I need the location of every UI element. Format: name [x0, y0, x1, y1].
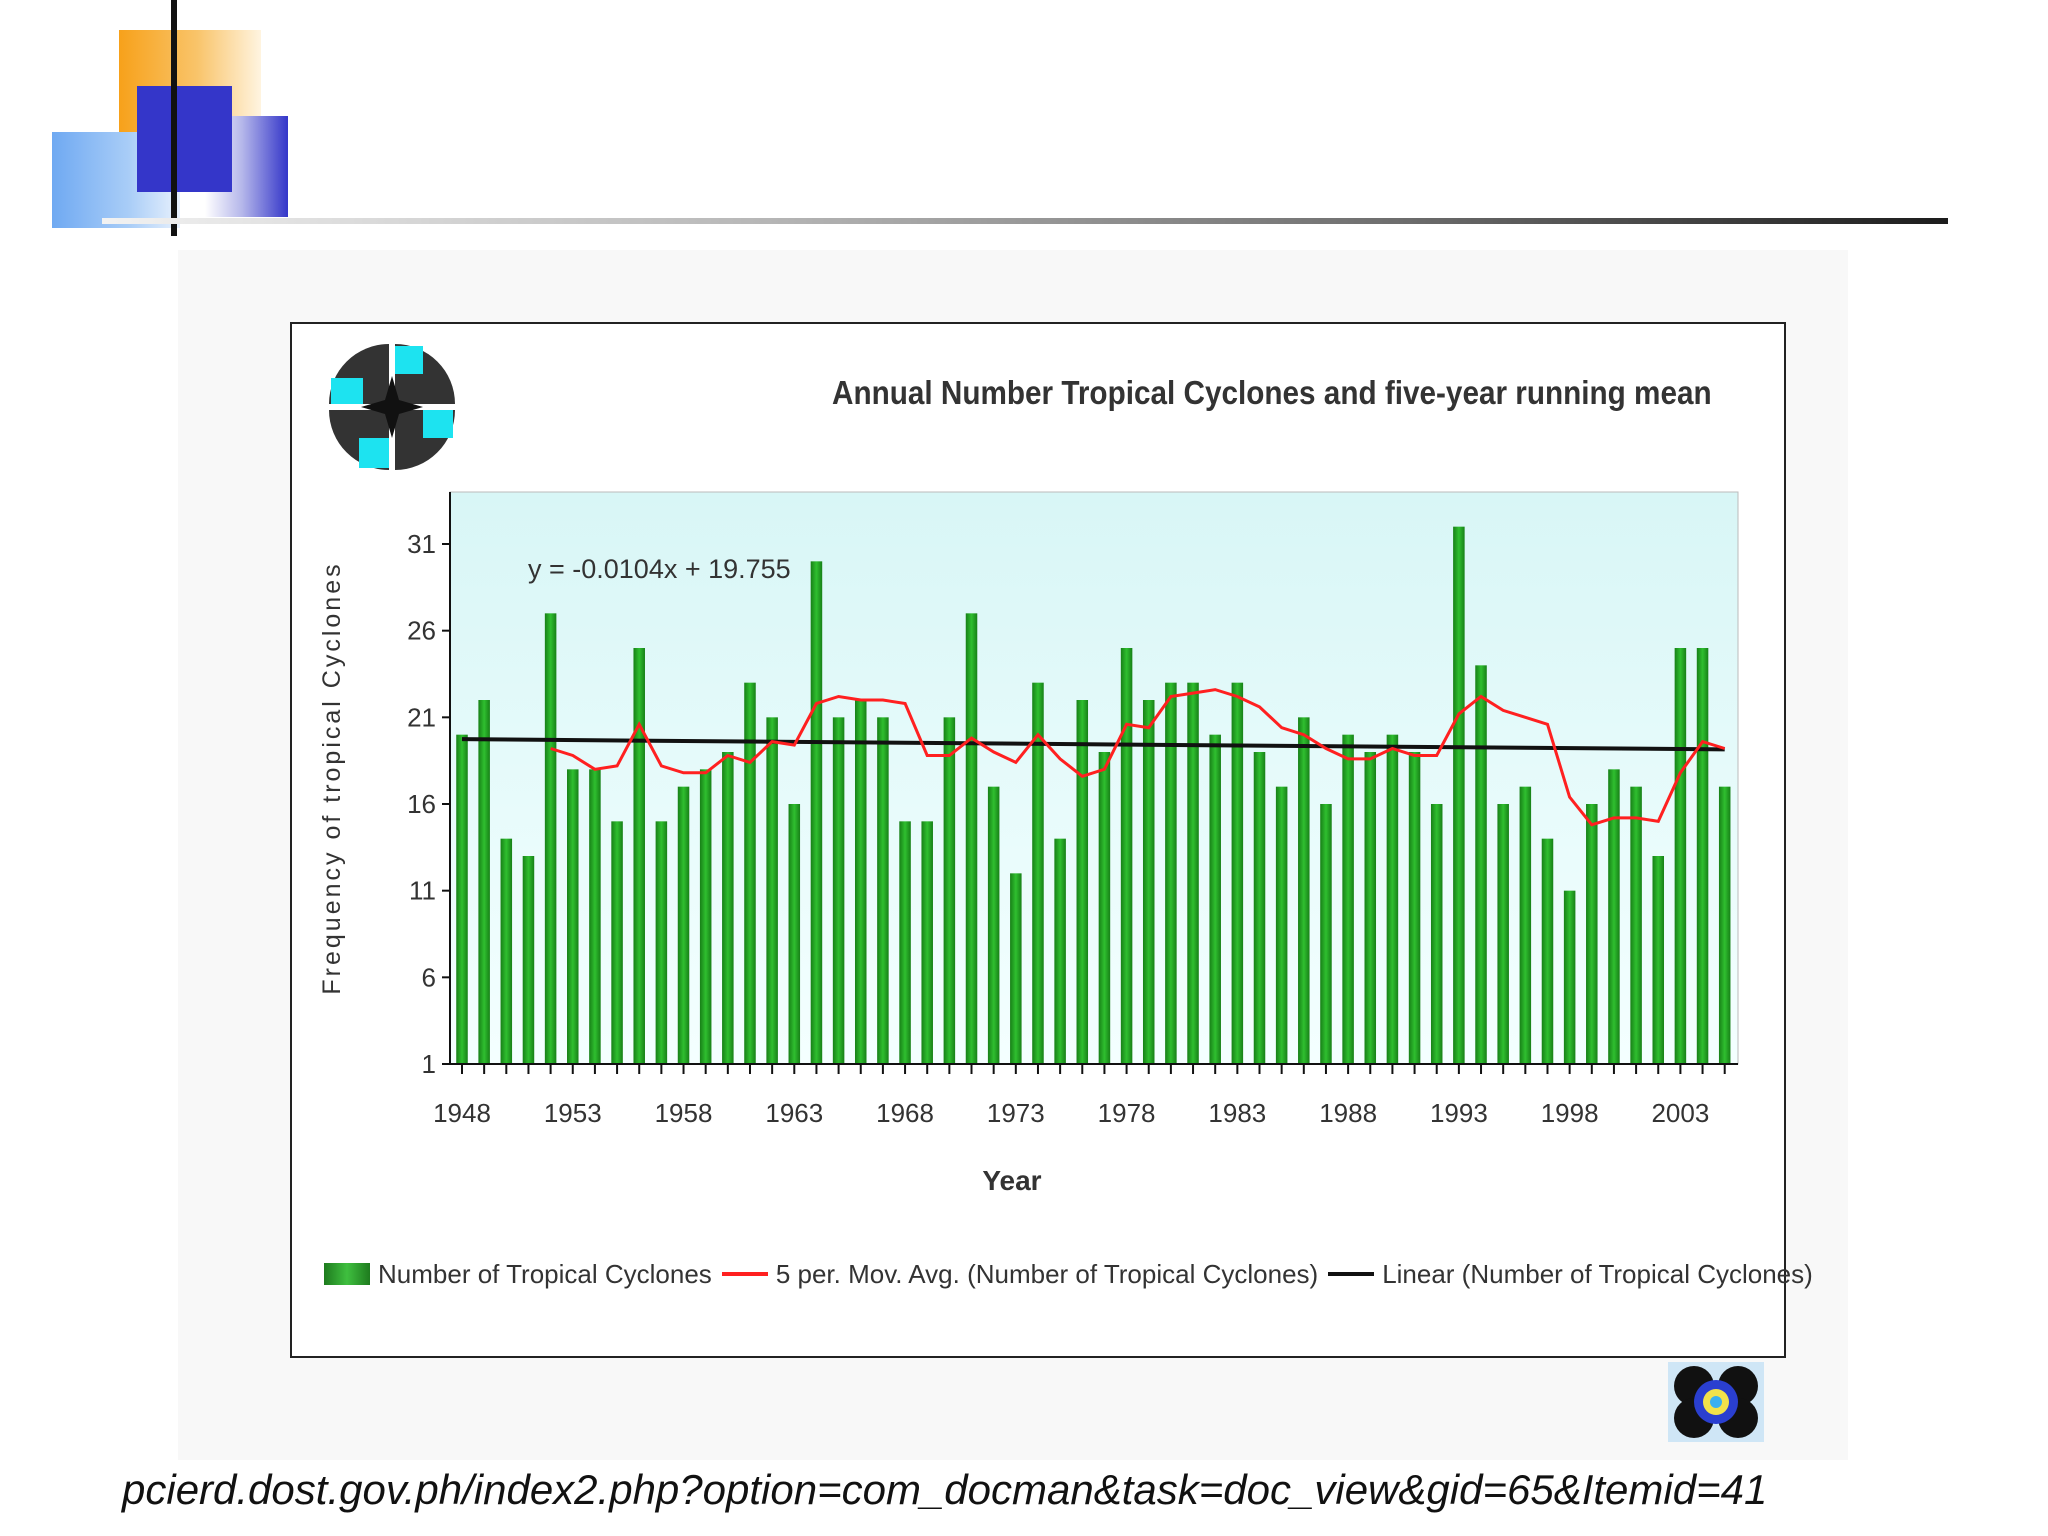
x-tick-label-1983: 1983 — [1208, 1098, 1267, 1128]
bar-1998 — [1564, 891, 1576, 1064]
bar-1977 — [1099, 752, 1111, 1064]
source-link[interactable]: pcierd.dost.gov.ph/index2.php?option=com_docman&task=doc_view&gid=65&Itemid=41 — [122, 1466, 1768, 1513]
x-axis-label: Year — [982, 1165, 1042, 1196]
bar-1955 — [611, 821, 623, 1064]
legend-label-linear: Linear (Number of Tropical Cyclones) — [1382, 1258, 1813, 1289]
bar-1956 — [633, 648, 645, 1064]
bar-1964 — [811, 561, 823, 1064]
x-tick-label-1988: 1988 — [1319, 1098, 1378, 1128]
trend-equation: y = -0.0104x + 19.755 — [528, 554, 791, 584]
y-tick-label-6: 6 — [421, 962, 436, 993]
bar-1948 — [456, 735, 468, 1064]
bar-1985 — [1276, 787, 1288, 1064]
bar-1980 — [1165, 683, 1177, 1064]
x-tick-label-1958: 1958 — [654, 1098, 713, 1128]
bar-1992 — [1431, 804, 1443, 1064]
y-tick-label-31: 31 — [407, 529, 436, 559]
bar-1963 — [789, 804, 801, 1064]
bar-1972 — [988, 787, 1000, 1064]
bar-2000 — [1608, 769, 1620, 1064]
bar-1952 — [545, 613, 557, 1064]
bar-1997 — [1542, 839, 1554, 1064]
title-rule — [102, 218, 1948, 224]
x-tick-label-1998: 1998 — [1540, 1098, 1599, 1128]
bar-1991 — [1409, 752, 1421, 1064]
chart-title: Annual Number Tropical Cyclones and five-year running mean — [832, 374, 1712, 411]
bar-1965 — [833, 717, 845, 1064]
bar-1970 — [944, 717, 956, 1064]
legend-label-bars: Number of Tropical Cyclones — [378, 1258, 712, 1289]
bar-1954 — [589, 769, 601, 1064]
bar-1950 — [501, 839, 513, 1064]
x-tick-label-1963: 1963 — [765, 1098, 824, 1128]
bar-1968 — [899, 821, 911, 1064]
bar-1959 — [700, 769, 712, 1064]
legend-item-bars — [324, 1259, 712, 1290]
legend-item-moving-average — [722, 1259, 1318, 1290]
bar-1953 — [567, 769, 579, 1064]
bar-2002 — [1652, 856, 1664, 1064]
bar-1976 — [1077, 700, 1089, 1064]
x-tick-label-1978: 1978 — [1097, 1098, 1156, 1128]
legend-swatch-moving-average — [722, 1272, 768, 1276]
bar-1987 — [1320, 804, 1332, 1064]
bar-1971 — [966, 613, 978, 1064]
bar-1962 — [766, 717, 778, 1064]
x-tick-label-1968: 1968 — [876, 1098, 934, 1128]
x-tick-label-1993: 1993 — [1429, 1098, 1488, 1128]
bar-1949 — [478, 700, 490, 1064]
dost-logo-icon — [1668, 1362, 1764, 1442]
bar-1993 — [1453, 527, 1465, 1064]
legend-item-linear — [1328, 1259, 1813, 1290]
bar-1990 — [1387, 735, 1399, 1064]
bar-1957 — [656, 821, 668, 1064]
decor-vertical-line — [171, 0, 177, 236]
bar-1981 — [1187, 683, 1199, 1064]
bar-1995 — [1497, 804, 1509, 1064]
y-tick-label-1: 1 — [421, 1049, 436, 1079]
x-tick-label-2003: 2003 — [1651, 1098, 1710, 1128]
bar-1982 — [1209, 735, 1221, 1064]
x-tick-label-1948: 1948 — [433, 1098, 491, 1128]
decor-square-blue — [137, 86, 232, 192]
bar-2003 — [1675, 648, 1687, 1064]
bar-1958 — [678, 787, 690, 1064]
bar-1960 — [722, 752, 734, 1064]
bar-1989 — [1365, 752, 1377, 1064]
bar-1988 — [1342, 735, 1354, 1064]
bar-1978 — [1121, 648, 1133, 1064]
bar-1966 — [855, 700, 867, 1064]
y-tick-label-26: 26 — [407, 615, 436, 646]
chart-plot — [292, 324, 1784, 1356]
y-tick-label-11: 11 — [409, 875, 436, 906]
bar-1973 — [1010, 873, 1022, 1064]
y-tick-label-21: 21 — [407, 702, 436, 733]
x-tick-label-1953: 1953 — [543, 1098, 602, 1128]
y-tick-label-16: 16 — [407, 789, 436, 819]
bar-2005 — [1719, 787, 1731, 1064]
bar-1986 — [1298, 717, 1310, 1064]
legend-label-moving-average: 5 per. Mov. Avg. (Number of Tropical Cyclones) — [775, 1258, 1319, 1289]
legend-swatch-bars — [324, 1263, 370, 1285]
bar-1951 — [523, 856, 535, 1064]
x-tick-label-1973: 1973 — [986, 1098, 1045, 1128]
bar-1999 — [1586, 804, 1598, 1064]
bar-1979 — [1143, 700, 1155, 1064]
y-axis-label: Frequency of tropical Cyclones — [318, 561, 346, 995]
bar-1994 — [1475, 665, 1487, 1064]
bar-2004 — [1697, 648, 1709, 1064]
bar-1983 — [1232, 683, 1244, 1064]
bar-1969 — [921, 821, 933, 1064]
bar-2001 — [1630, 787, 1642, 1064]
legend-swatch-linear — [1328, 1272, 1374, 1276]
chart-legend — [324, 1254, 1823, 1294]
chart-frame — [290, 322, 1813, 1358]
bar-1996 — [1520, 787, 1532, 1064]
bar-1967 — [877, 717, 889, 1064]
bar-1975 — [1054, 839, 1066, 1064]
bar-1984 — [1254, 752, 1266, 1064]
